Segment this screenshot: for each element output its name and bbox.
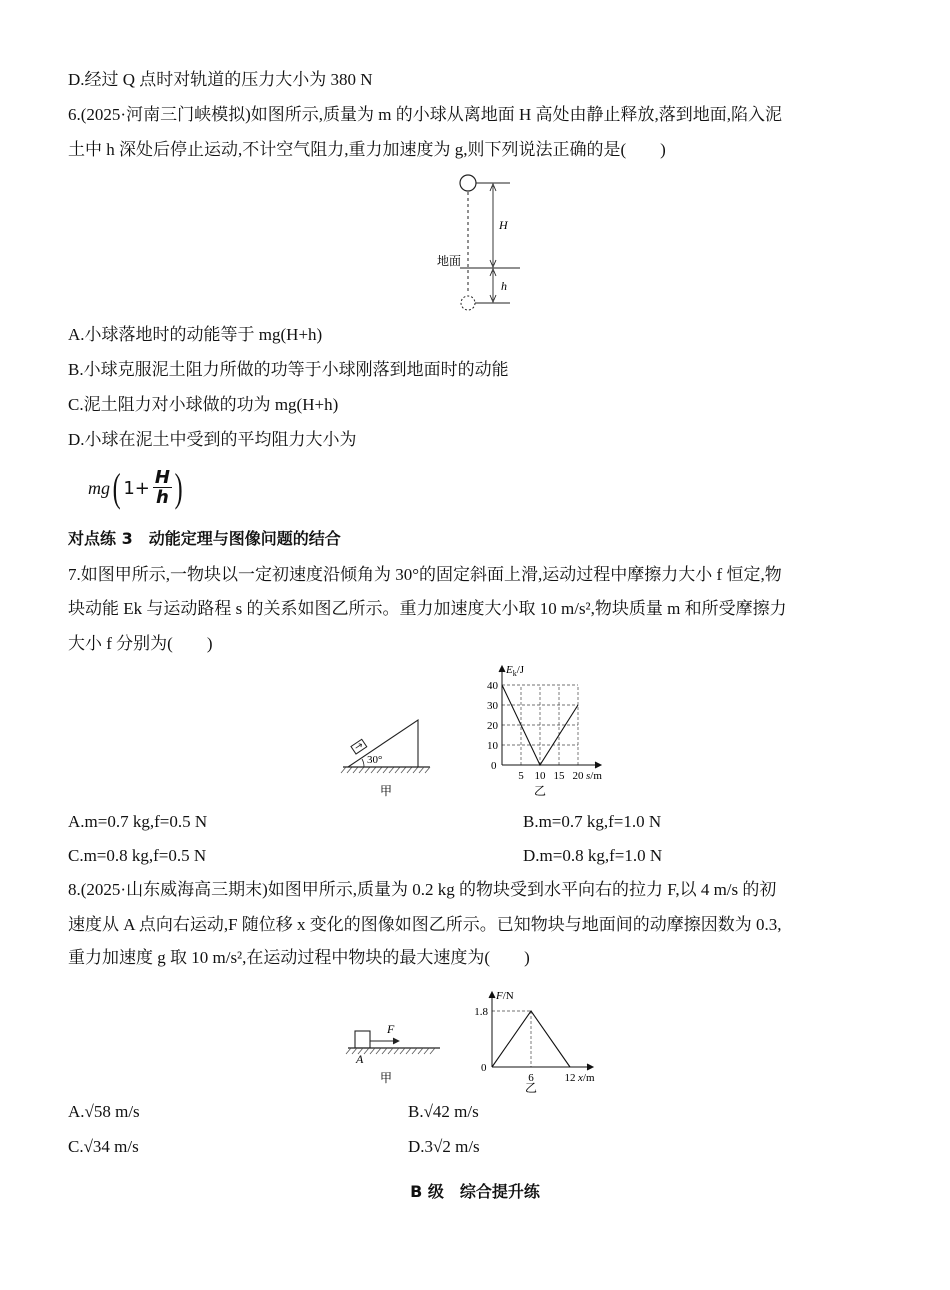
q5-option-d: D.经过 Q 点时对轨道的压力大小为 380 N [68, 70, 373, 89]
origin-label: 0 [481, 1062, 487, 1074]
y-axis-label: $E_k/J$ [506, 665, 525, 678]
label-h: h [501, 279, 507, 293]
caption-jia: 甲 [380, 784, 393, 798]
q8-option-b: B.√42 m/s [408, 1102, 479, 1121]
formula-one-plus: 1+ [123, 477, 150, 499]
x-tick-label: 6 [528, 1072, 534, 1084]
ball-top [460, 175, 476, 191]
y-tick-label: 20 [487, 720, 498, 732]
q7-stem-line2: 块动能 Ek 与运动路程 s 的关系如图乙所示。重力加速度大小取 10 m/s²,物块质量 m 和所受摩擦力 [68, 599, 787, 618]
x-tick-label: 15 [553, 770, 565, 782]
q8-option-c: C.√34 m/s [68, 1137, 139, 1156]
q7-stem-line3: 大小 f 分别为( ) [68, 634, 213, 653]
q6-stem-line2: 土中 h 深处后停止运动,不计空气阻力,重力加速度为 g,则下列说法正确的是( ) [68, 140, 666, 159]
q6-option-c: C.泥土阻力对小球做的功为 mg(H+h) [68, 395, 339, 414]
x-tick-label: 12 [564, 1072, 576, 1084]
label-H: H [499, 218, 508, 232]
x-tick-label: 20 [572, 770, 584, 782]
y-tick-label: 40 [487, 680, 498, 692]
q8-stem-line1: 8.(2025·山东威海高三期末)如图甲所示,质量为 0.2 kg 的物块受到水平向右的拉力 F,以 4 m/s 的初 [68, 880, 777, 899]
y-tick-label: 1.8 [474, 1006, 488, 1018]
q8-stem-line2: 速度从 A 点向右运动,F 随位移 x 变化的图像如图乙所示。已知物块与地面间的动摩擦因数为 0.3, [68, 915, 782, 934]
chart-caption: 乙 [524, 1081, 538, 1095]
q7-chart-ek-s [475, 665, 625, 800]
q8-figure-block [343, 1015, 448, 1090]
q8-option-d: D.3√2 m/s [408, 1137, 480, 1156]
sectionB-heading: B 级 综合提升练 [410, 1182, 540, 1201]
label-F: F [387, 1022, 395, 1036]
q7-stem-line1: 7.如图甲所示,一物块以一定初速度沿倾角为 30°的固定斜面上滑,运动过程中摩擦力大小 f 恒定,物 [68, 565, 782, 584]
y-axis-label: F/N [496, 990, 514, 1002]
x-axis-arrow [587, 1064, 593, 1070]
q6-figure [425, 170, 525, 315]
q6-option-d: D.小球在泥土中受到的平均阻力大小为 [68, 430, 357, 449]
q6-option-b: B.小球克服泥土阻力所做的功等于小球刚落到地面时的动能 [68, 360, 509, 379]
q8-stem-line3: 重力加速度 g 取 10 m/s²,在运动过程中物块的最大速度为( ) [68, 948, 530, 967]
formula-fraction [153, 466, 172, 508]
y-tick-label: 30 [487, 700, 498, 712]
q7-option-d: D.m=0.8 kg,f=1.0 N [523, 846, 663, 865]
ball-bottom [461, 296, 475, 310]
origin-label: 0 [491, 760, 497, 772]
x-axis-label: x/m [578, 1072, 595, 1084]
x-tick-label: 5 [518, 770, 524, 782]
y-axis-arrow [499, 666, 505, 672]
q6-stem-line1: 6.(2025·河南三门峡模拟)如图所示,质量为 m 的小球从离地面 H 高处由静止释放,落到地面,陷入泥 [68, 105, 782, 124]
x-axis-label: s/m [586, 770, 602, 782]
q7-option-a: A.m=0.7 kg,f=0.5 N [68, 812, 208, 831]
q7-figure-incline [338, 710, 438, 800]
block [351, 739, 367, 754]
q7-option-b: B.m=0.7 kg,f=1.0 N [523, 812, 662, 831]
q7-option-c: C.m=0.8 kg,f=0.5 N [68, 846, 207, 865]
q8-chart-f-x [465, 980, 615, 1095]
y-axis-arrow [489, 992, 495, 998]
caption-jia: 甲 [380, 1071, 393, 1085]
q6-option-d-formula: mg ( 1+ $\frac{H}{h}$ ) [88, 465, 183, 510]
x-tick-label: 10 [534, 770, 546, 782]
angle-label: 30° [367, 754, 383, 766]
q6-option-a: A.小球落地时的动能等于 mg(H+h) [68, 325, 323, 344]
formula-denominator: h [156, 486, 169, 508]
chart-caption: 乙 [533, 784, 547, 798]
label-ground: 地面 [437, 254, 462, 268]
block [355, 1031, 370, 1048]
y-tick-label: 10 [487, 740, 498, 752]
formula-mg: mg [88, 477, 110, 498]
label-A: A [356, 1052, 364, 1066]
formula-numerator: H [154, 466, 170, 488]
section3-heading: 对点练 3 动能定理与图像问题的结合 [68, 529, 341, 548]
q8-option-a: A.√58 m/s [68, 1102, 140, 1121]
x-axis-arrow [595, 762, 601, 768]
